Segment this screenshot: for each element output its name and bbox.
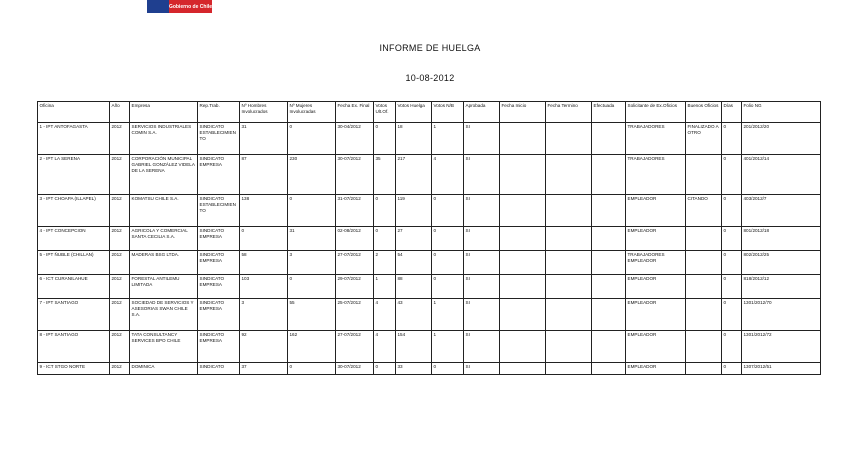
table-cell: SINDICATO ESTABLECIMIENTO xyxy=(198,123,240,155)
table-cell: SINDICATO EMPRESA xyxy=(198,155,240,195)
table-cell xyxy=(546,123,592,155)
table-cell xyxy=(592,251,626,275)
table-cell: 818/2012/12 xyxy=(742,275,821,299)
table-cell: 4 xyxy=(374,331,396,363)
table-cell xyxy=(686,227,722,251)
table-cell: 2 xyxy=(374,251,396,275)
table-cell: 0 xyxy=(722,227,742,251)
table-cell: 31 xyxy=(288,227,336,251)
table-cell xyxy=(546,299,592,331)
table-cell: KOMATSU CHILE S.A. xyxy=(130,195,198,227)
table-cell: 27 xyxy=(396,227,432,251)
table-cell: 02-08/2012 xyxy=(336,227,374,251)
table-row xyxy=(38,299,821,331)
table-cell: SI xyxy=(464,363,500,375)
table-cell xyxy=(546,195,592,227)
table-cell xyxy=(686,299,722,331)
table-cell: MADERAS BSG LTDA. xyxy=(130,251,198,275)
table-cell: EMPLEADOR xyxy=(626,227,686,251)
table-cell: 0 xyxy=(374,363,396,375)
table-row xyxy=(38,155,821,195)
table-cell: 217 xyxy=(396,155,432,195)
table-cell xyxy=(592,331,626,363)
column-header: Año xyxy=(110,102,130,123)
table-cell: 403/2012/7 xyxy=(742,195,821,227)
table-cell: SINDICATO EMPRESA xyxy=(198,227,240,251)
table-cell: 2012 xyxy=(110,331,130,363)
table-cell: 0 xyxy=(722,251,742,275)
table-cell: 3 xyxy=(240,299,288,331)
table-cell xyxy=(546,251,592,275)
table-cell xyxy=(592,363,626,375)
table-cell: 2012 xyxy=(110,299,130,331)
table-cell: EMPLEADOR xyxy=(626,299,686,331)
table-cell: 1301/2012/70 xyxy=(742,299,821,331)
table-cell: 1 xyxy=(432,331,464,363)
table-cell: 92 xyxy=(240,331,288,363)
column-header: Votos Ult.Of. xyxy=(374,102,396,123)
table-cell: 0 xyxy=(432,195,464,227)
table-cell: SI xyxy=(464,195,500,227)
table-cell xyxy=(686,275,722,299)
column-header: Votos N/B xyxy=(432,102,464,123)
table-cell: EMPLEADOR xyxy=(626,363,686,375)
table-row xyxy=(38,363,821,375)
table-cell: 33 xyxy=(396,363,432,375)
column-header: Empresa xyxy=(130,102,198,123)
logo-label: Gobierno de Chile xyxy=(169,0,212,13)
table-cell: 3 xyxy=(288,251,336,275)
table-cell: TATA CONSULTANCY SERVICES BPO CHILE xyxy=(130,331,198,363)
table-cell: SI xyxy=(464,227,500,251)
table-cell: 27-07/2012 xyxy=(336,331,374,363)
report-date: 10-08-2012 xyxy=(405,73,455,83)
table-cell: 31 xyxy=(240,123,288,155)
table-cell: EMPLEADOR xyxy=(626,275,686,299)
table-cell: FINALIZADO A OTRO xyxy=(686,123,722,155)
table-cell: SI xyxy=(464,155,500,195)
table-cell: 2012 xyxy=(110,363,130,375)
strike-report-table xyxy=(37,101,821,375)
column-header: Nº Mujeres Involucradas xyxy=(288,102,336,123)
table-cell: TRABAJADORES xyxy=(626,123,686,155)
table-cell: 30-07/2012 xyxy=(336,363,374,375)
table-cell: 0 xyxy=(240,227,288,251)
table-cell: 18 xyxy=(396,123,432,155)
table-cell: 9 - ICT STGO NORTE xyxy=(38,363,110,375)
table-cell: 6 - ICT CURANILAHUE xyxy=(38,275,110,299)
table-cell: FORESTAL ANTILEMU LIMITADA xyxy=(130,275,198,299)
table-cell: 0 xyxy=(432,251,464,275)
table-row xyxy=(38,331,821,363)
table-cell xyxy=(592,227,626,251)
table-row xyxy=(38,195,821,227)
page-title: INFORME DE HUELGA xyxy=(379,43,481,53)
table-cell: 27-07/2012 xyxy=(336,251,374,275)
table-cell: 8 - IPT SANTIAGO xyxy=(38,331,110,363)
table-cell: 0 xyxy=(432,227,464,251)
column-header: Solicitante de Ex.Oficios xyxy=(626,102,686,123)
table-cell: 2012 xyxy=(110,251,130,275)
table-cell: 0 xyxy=(288,275,336,299)
table-cell: 37 xyxy=(240,363,288,375)
table-cell xyxy=(686,331,722,363)
table-cell: 54 xyxy=(396,251,432,275)
table-cell: SOCIEDAD DE SERVICIOS Y ASESORIAS SWAN CHILE S.A. xyxy=(130,299,198,331)
table-cell: SINDICATO EMPRESA xyxy=(198,275,240,299)
table-cell: SI xyxy=(464,251,500,275)
table-cell: 1 - IPT ANTOFAGASTA xyxy=(38,123,110,155)
table-cell: 30-04/2012 xyxy=(336,123,374,155)
column-header: Fecha Inicio xyxy=(500,102,546,123)
column-header: Fecha Termino xyxy=(546,102,592,123)
table-cell xyxy=(592,155,626,195)
table-cell: 29-07/2012 xyxy=(336,275,374,299)
table-cell xyxy=(592,195,626,227)
logo-blue-block xyxy=(147,0,169,13)
gobierno-logo xyxy=(147,0,212,13)
table-cell: 201/2012/20 xyxy=(742,123,821,155)
table-cell: 103 xyxy=(240,275,288,299)
table-cell xyxy=(546,331,592,363)
table-cell: 2012 xyxy=(110,275,130,299)
table-cell: EMPLEADOR xyxy=(626,195,686,227)
table-cell: 1307/2012/51 xyxy=(742,363,821,375)
table-cell xyxy=(500,331,546,363)
column-header: Aprobada xyxy=(464,102,500,123)
table-cell xyxy=(592,123,626,155)
table-cell: TRABAJADORES EMPLEADOR xyxy=(626,251,686,275)
table-cell: 0 xyxy=(374,195,396,227)
table-cell: TRABAJADORES xyxy=(626,155,686,195)
table-cell: AGRICOLA Y COMERCIAL SANTA CECILIA S.A. xyxy=(130,227,198,251)
table-cell xyxy=(592,275,626,299)
table-cell: 7 - IPT SANTIAGO xyxy=(38,299,110,331)
table-cell: SINDICATO xyxy=(198,363,240,375)
column-header: Buenos Oficios xyxy=(686,102,722,123)
table-row xyxy=(38,275,821,299)
table-cell: DOMINICA xyxy=(130,363,198,375)
table-cell: 230 xyxy=(288,155,336,195)
table-cell: SINDICATO EMPRESA xyxy=(198,299,240,331)
table-cell: 1 xyxy=(432,123,464,155)
table-cell xyxy=(546,227,592,251)
table-cell: CITANDO xyxy=(686,195,722,227)
table-cell: SI xyxy=(464,275,500,299)
table-cell: CORPORACIÓN MUNICIPAL GABRIEL GONZÁLEZ VIDELA DE LA SERENA xyxy=(130,155,198,195)
table-cell: 58 xyxy=(240,251,288,275)
table-cell: 0 xyxy=(374,227,396,251)
table-row xyxy=(38,227,821,251)
table-cell: 1 xyxy=(374,275,396,299)
table-cell: 43 xyxy=(396,299,432,331)
table-cell xyxy=(546,155,592,195)
column-header: Oficina xyxy=(38,102,110,123)
table-cell xyxy=(500,275,546,299)
table-row xyxy=(38,123,821,155)
column-header: Nº Hombres Involucrados xyxy=(240,102,288,123)
table-cell: 0 xyxy=(722,299,742,331)
table-cell: 0 xyxy=(288,123,336,155)
table-cell: SINDICATO ESTABLECIMIENTO xyxy=(198,195,240,227)
table-cell: 138 xyxy=(240,195,288,227)
table-cell: 25-07/2012 xyxy=(336,299,374,331)
table-cell: 31-07/2012 xyxy=(336,195,374,227)
table-cell xyxy=(500,227,546,251)
table-cell: 0 xyxy=(722,155,742,195)
table-cell: 162 xyxy=(288,331,336,363)
table-header-row xyxy=(38,102,821,123)
table-cell: 154 xyxy=(396,331,432,363)
table-cell: SERVICIOS INDUSTRIALES COMIN S.A. xyxy=(130,123,198,155)
table-cell: 0 xyxy=(722,195,742,227)
table-cell: 0 xyxy=(374,123,396,155)
table-cell: SI xyxy=(464,299,500,331)
table-row xyxy=(38,251,821,275)
table-cell: 2 - IPT LA SERENA xyxy=(38,155,110,195)
table-cell: 2012 xyxy=(110,123,130,155)
table-cell: 0 xyxy=(432,275,464,299)
column-header: Rep.Trab. xyxy=(198,102,240,123)
table-cell: 0 xyxy=(722,331,742,363)
table-cell: 30-07/2012 xyxy=(336,155,374,195)
column-header: Folio NG xyxy=(742,102,821,123)
table-cell: 1301/2012/72 xyxy=(742,331,821,363)
table-cell: 87 xyxy=(240,155,288,195)
table-cell xyxy=(686,363,722,375)
table-cell: 55 xyxy=(288,299,336,331)
table-cell: 5 - IPT ÑUBLE (CHILLAN) xyxy=(38,251,110,275)
table-cell: SINDICATO EMPRESA xyxy=(198,251,240,275)
table-cell: 2012 xyxy=(110,155,130,195)
table-cell: 35 xyxy=(374,155,396,195)
column-header: Votos Huelga xyxy=(396,102,432,123)
table-cell: 4 xyxy=(374,299,396,331)
column-header: Días xyxy=(722,102,742,123)
table-cell: 1 xyxy=(432,299,464,331)
table-cell xyxy=(500,155,546,195)
table-cell xyxy=(500,123,546,155)
table-cell xyxy=(500,363,546,375)
table-cell xyxy=(500,299,546,331)
table-cell xyxy=(686,251,722,275)
table-cell: 801/2012/18 xyxy=(742,227,821,251)
table-cell xyxy=(546,363,592,375)
table-cell xyxy=(546,275,592,299)
column-header: Fecha Ex. Final xyxy=(336,102,374,123)
table-cell: 0 xyxy=(722,123,742,155)
table-cell: 401/2012/14 xyxy=(742,155,821,195)
table-cell: 0 xyxy=(722,363,742,375)
column-header: Efectuada xyxy=(592,102,626,123)
table-cell: 88 xyxy=(396,275,432,299)
table-cell: 0 xyxy=(288,195,336,227)
table-cell xyxy=(592,299,626,331)
table-cell: SI xyxy=(464,331,500,363)
table-cell: SI xyxy=(464,123,500,155)
table-cell: 3 - IPT CHOAPA (ILLAPEL) xyxy=(38,195,110,227)
table-cell: 0 xyxy=(288,363,336,375)
table-cell: EMPLEADOR xyxy=(626,331,686,363)
table-cell: 0 xyxy=(722,275,742,299)
table-cell: 2012 xyxy=(110,227,130,251)
table-cell: 802/2012/25 xyxy=(742,251,821,275)
table-cell xyxy=(500,251,546,275)
table-cell: 0 xyxy=(432,363,464,375)
table-cell: SINDICATO EMPRESA xyxy=(198,331,240,363)
table-cell: 119 xyxy=(396,195,432,227)
table-cell: 4 xyxy=(432,155,464,195)
table-cell: 4 - IPT CONCEPCION xyxy=(38,227,110,251)
table-cell: 2012 xyxy=(110,195,130,227)
table-cell xyxy=(500,195,546,227)
table-cell xyxy=(686,155,722,195)
